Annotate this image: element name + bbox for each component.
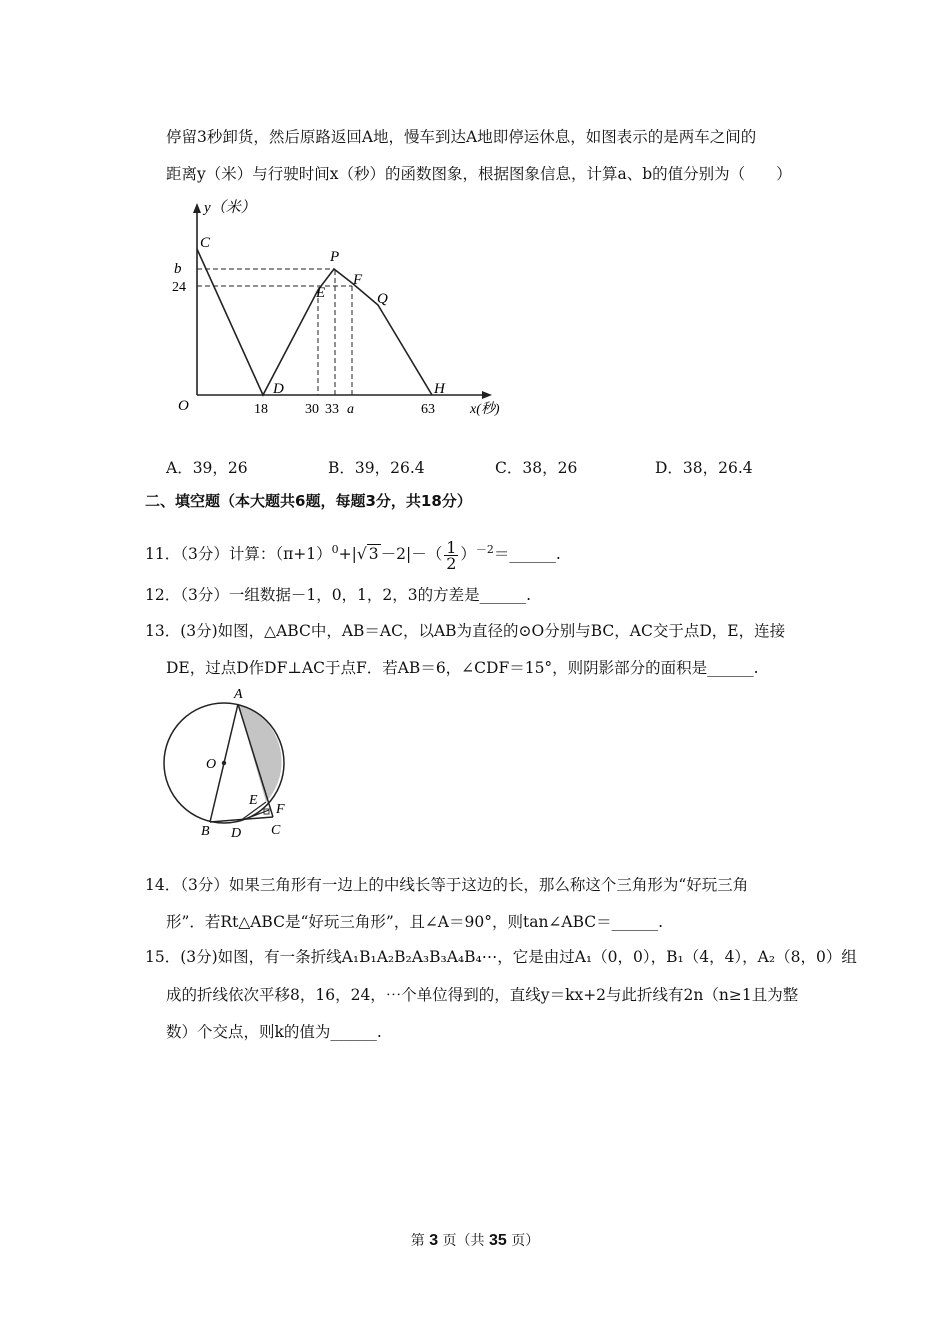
circle-label-D: D: [231, 826, 242, 841]
question-15-line3: 数）个交点，则k的值为______.: [166, 1023, 382, 1041]
label-Q: Q: [377, 291, 388, 307]
q11-sqrt: 3: [368, 545, 379, 564]
circle-label-C: C: [271, 823, 281, 838]
sqrt-sign: √: [356, 545, 367, 564]
tick-a: a: [347, 402, 354, 417]
tick-30: 30: [305, 402, 319, 417]
circle-label-F: F: [276, 802, 285, 817]
question-15-line1: 15．(3分)如图，有一条折线A₁B₁A₂B₂A₃B₃A₄B₄⋯，它是由过A₁（0，0），B₁（4，4），A₂（8，0）组: [145, 948, 857, 966]
q10-function-graph: [160, 195, 520, 425]
question-15-line2: 成的折线依次平移8，16，24，⋯个单位得到的，直线y＝kx+2与此折线有2n（n≥1且为整: [166, 986, 799, 1004]
label-P: P: [330, 249, 340, 265]
option-d: D．38，26.4: [655, 459, 753, 477]
label-O: O: [178, 398, 189, 414]
center-dot: [222, 761, 226, 765]
footer-post: 页）: [511, 1233, 540, 1249]
question-11: [145, 535, 561, 571]
q10-text-line1: 停留3秒卸货，然后原路返回A地，慢车到达A地即停运休息，如图表示的是两车之间的: [166, 128, 757, 146]
label-D: D: [273, 381, 284, 397]
question-14-line1: 14．（3分）如果三角形有一边上的中线长等于这边的长，那么称这个三角形为“好玩三角: [145, 876, 749, 894]
option-a: A．39，26: [166, 459, 248, 477]
footer-pre: 第: [410, 1233, 425, 1249]
q11-exp-neg2: －2: [475, 543, 494, 556]
x-axis-arrow: [482, 391, 492, 399]
q11-after-frac: ）: [460, 545, 476, 564]
q11-suffix: ＝______.: [493, 545, 561, 564]
label-b: b: [174, 261, 182, 277]
label-F: F: [353, 272, 363, 288]
circle-label-A: A: [234, 687, 243, 702]
question-14-line2: 形”．若Rt△ABC是“好玩三角形”，且∠A＝90°，则tan∠ABC＝______.: [166, 913, 664, 931]
graph-polyline: [197, 249, 432, 395]
q11-after-sqrt: －2|－（: [380, 545, 443, 564]
question-13-line1: 13．(3分)如图，△ABC中，AB＝AC，以AB为直径的⊙O分别与BC，AC交于点D，E，连接: [145, 622, 786, 640]
circle-label-O: O: [206, 757, 217, 772]
label-C: C: [200, 235, 211, 251]
q13-circle-figure: [155, 682, 305, 842]
y-axis-arrow: [193, 203, 201, 213]
tick-63: 63: [421, 402, 435, 417]
segment-DF: [240, 810, 269, 821]
frac-num: 1: [446, 537, 457, 557]
frac-den: 2: [446, 553, 457, 573]
footer-mid: 页（共: [442, 1233, 485, 1249]
option-c: C．38，26: [495, 459, 578, 477]
circle-label-B: B: [201, 824, 210, 839]
shaded-region: [238, 704, 282, 802]
tick-33: 33: [325, 402, 339, 417]
q10-text-line2: 距离y（米）与行驶时间x（秒）的函数图象，根据图象信息，计算a、b的值分别为（ ）: [166, 165, 792, 183]
label-24: 24: [172, 280, 186, 295]
label-y-axis: y（米）: [204, 200, 256, 216]
q11-fraction: [444, 537, 458, 573]
option-b: B．39，26.4: [328, 459, 425, 477]
q11-mid: +|: [338, 545, 357, 564]
circle-label-E: E: [249, 793, 258, 808]
label-H: H: [434, 381, 445, 397]
q11-exp0: 0: [331, 543, 339, 556]
question-12: 12．（3分）一组数据－1，0，1，2，3的方差是______.: [145, 586, 532, 604]
section-title: 二、填空题（本大题共6题，每题3分，共18分）: [145, 492, 472, 510]
question-13-line2: DE，过点D作DF⊥AC于点F．若AB＝6，∠CDF＝15°，则阴影部分的面积是______.: [166, 659, 759, 677]
page-footer: [0, 1230, 950, 1250]
label-E: E: [316, 285, 326, 301]
q11-prefix: 11．（3分）计算：（π+1）: [145, 545, 332, 564]
tick-18: 18: [254, 402, 268, 417]
footer-page-number: 3: [429, 1232, 439, 1249]
label-x-axis: x(秒): [470, 402, 500, 417]
footer-total-pages: 35: [489, 1232, 507, 1249]
